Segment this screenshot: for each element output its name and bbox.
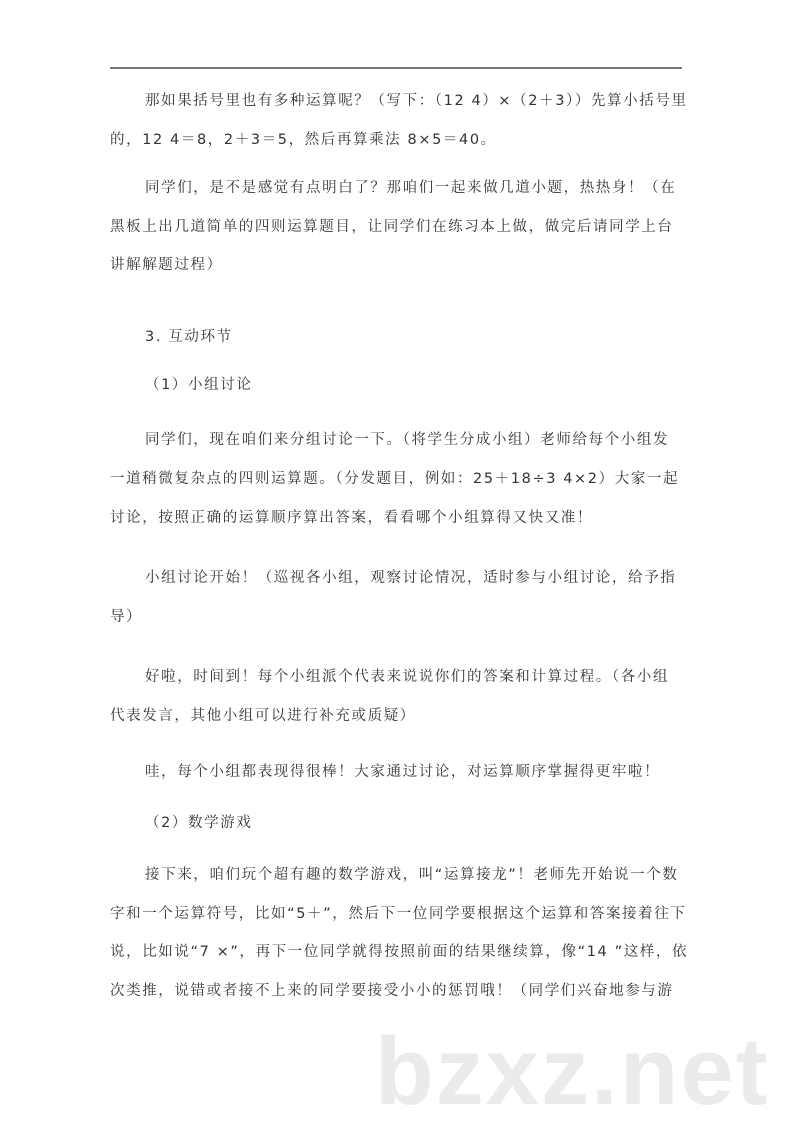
paragraph-line: 讨论，按照正确的运算顺序算出答案，看看哪个小组算得又快又准！ <box>110 510 593 526</box>
paragraph-line: 哇，每个小组都表现得很棒！大家通过讨论，对运算顺序掌握得更牢啦！ <box>145 764 661 780</box>
watermark: bzxz.net <box>375 1018 770 1125</box>
paragraph-line: 同学们，是不是感觉有点明白了？那咱们一起来做几道小题，热热身！（在 <box>145 180 677 196</box>
paragraph-line: 同学们，现在咱们来分组讨论一下。（将学生分成小组）老师给每个小组发 <box>145 432 670 448</box>
subsection-heading: （1）小组讨论 <box>145 377 253 393</box>
paragraph-line: 黑板上出几道简单的四则运算题目，让同学们在练习本上做，做完后请同学上台 <box>110 219 674 235</box>
paragraph-line: 接下来，咱们玩个超有趣的数学游戏，叫“运算接龙”！老师先开始说一个数 <box>145 867 679 883</box>
paragraph-line: 导） <box>110 609 143 625</box>
section-heading: 3. 互动环节 <box>145 329 233 345</box>
paragraph-line: 一道稍微复杂点的四则运算题。（分发题目，例如：25＋18÷3 4×2）大家一起 <box>110 471 680 487</box>
subsection-heading: （2）数学游戏 <box>145 815 253 831</box>
paragraph-line: 代表发言，其他小组可以进行补充或质疑） <box>110 708 416 724</box>
paragraph-line: 的，12 4＝8，2＋3＝5，然后再算乘法 8×5＝40。 <box>110 132 497 148</box>
paragraph-line: 小组讨论开始！（巡视各小组，观察讨论情况，适时参与小组讨论，给予指 <box>145 570 677 586</box>
paragraph-line: 讲解解题过程） <box>110 257 223 273</box>
paragraph-line: 说，比如说“7 ×”，再下一位同学就得按照前面的结果继续算，像“14 ”这样，依 <box>110 944 689 960</box>
paragraph-line: 次类推，说错或者接不上来的同学要接受小小的惩罚哦！（同学们兴奋地参与游 <box>110 983 674 999</box>
header-rule <box>110 67 682 69</box>
paragraph-line: 好啦，时间到！每个小组派个代表来说说你们的答案和计算过程。（各小组 <box>145 669 670 685</box>
paragraph-line: 那如果括号里也有多种运算呢？（写下：（12 4）×（2＋3））先算小括号里 <box>145 93 688 109</box>
paragraph-line: 字和一个运算符号，比如“5＋”，然后下一位同学要根据这个运算和答案接着往下 <box>110 906 687 922</box>
